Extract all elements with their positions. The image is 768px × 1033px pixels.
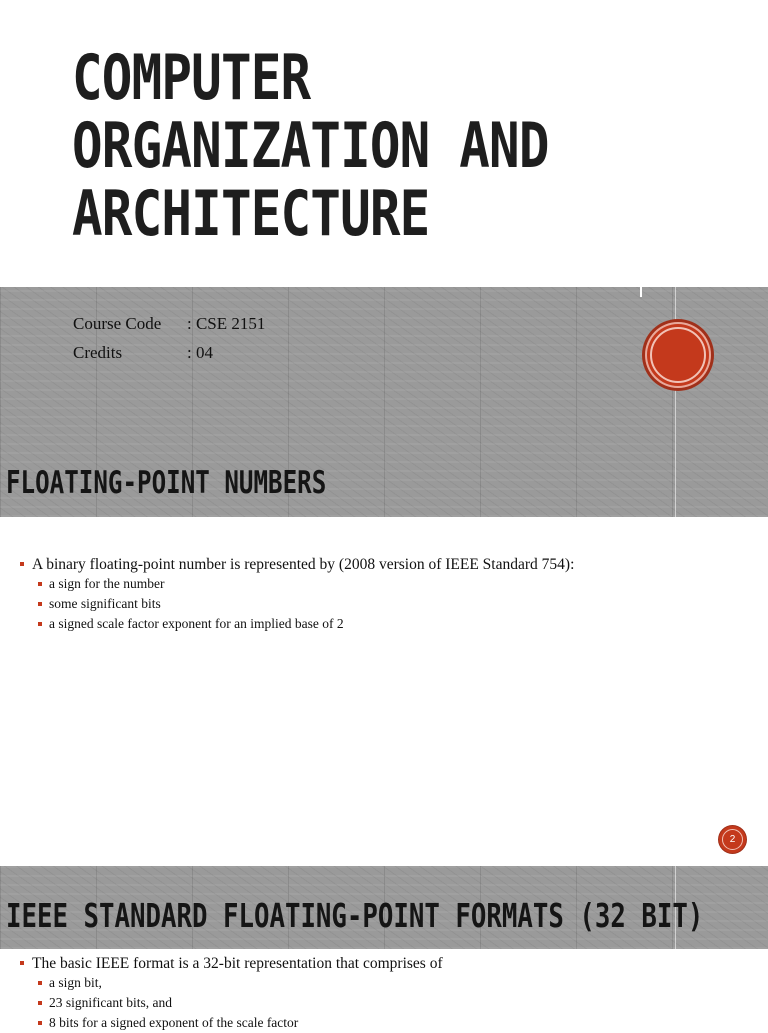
slide3-heading: IEEE STANDARD FLOATING-POINT FORMATS (32 BIT) <box>6 896 704 935</box>
slide2-heading: FLOATING-POINT NUMBERS <box>6 465 327 501</box>
sub-bullet-item: a sign bit, <box>20 973 443 993</box>
page-number-badge: 2 <box>719 826 746 853</box>
sub-bullet-item: a signed scale factor exponent for an implied base of 2 <box>20 614 574 634</box>
slide2-bullets <box>20 555 574 634</box>
texture-band-bottom <box>0 866 768 949</box>
title-line-2: ORGANIZATION AND <box>72 109 549 182</box>
sub-bullet-item: 8 bits for a signed exponent of the scale factor <box>20 1013 443 1033</box>
slide3-bullets <box>20 954 443 1033</box>
title-line-1: COMPUTER <box>72 41 311 114</box>
texture-band-top <box>0 287 768 517</box>
sub-bullet-item: 23 significant bits, and <box>20 993 443 1013</box>
decorative-circle-icon <box>645 322 711 388</box>
circle-ring <box>650 327 706 383</box>
course-code-value: : CSE 2151 <box>187 313 266 333</box>
title-line-3: ARCHITECTURE <box>72 177 430 250</box>
course-info <box>73 309 265 367</box>
course-code-row <box>73 309 265 338</box>
sub-bullet-item: a sign for the number <box>20 574 574 594</box>
credits-value: : 04 <box>187 342 213 362</box>
credits-label: Credits <box>73 342 123 362</box>
tick-mark <box>640 287 642 297</box>
credits-row <box>73 338 265 367</box>
bullet-item: A binary floating-point number is represented by (2008 version of IEEE Standard 754): <box>20 555 574 574</box>
sub-bullet-item: some significant bits <box>20 594 574 614</box>
course-code-label: Course Code <box>73 313 162 333</box>
slide-title <box>72 41 672 250</box>
bullet-item: The basic IEEE format is a 32-bit representation that comprises of <box>20 954 443 973</box>
